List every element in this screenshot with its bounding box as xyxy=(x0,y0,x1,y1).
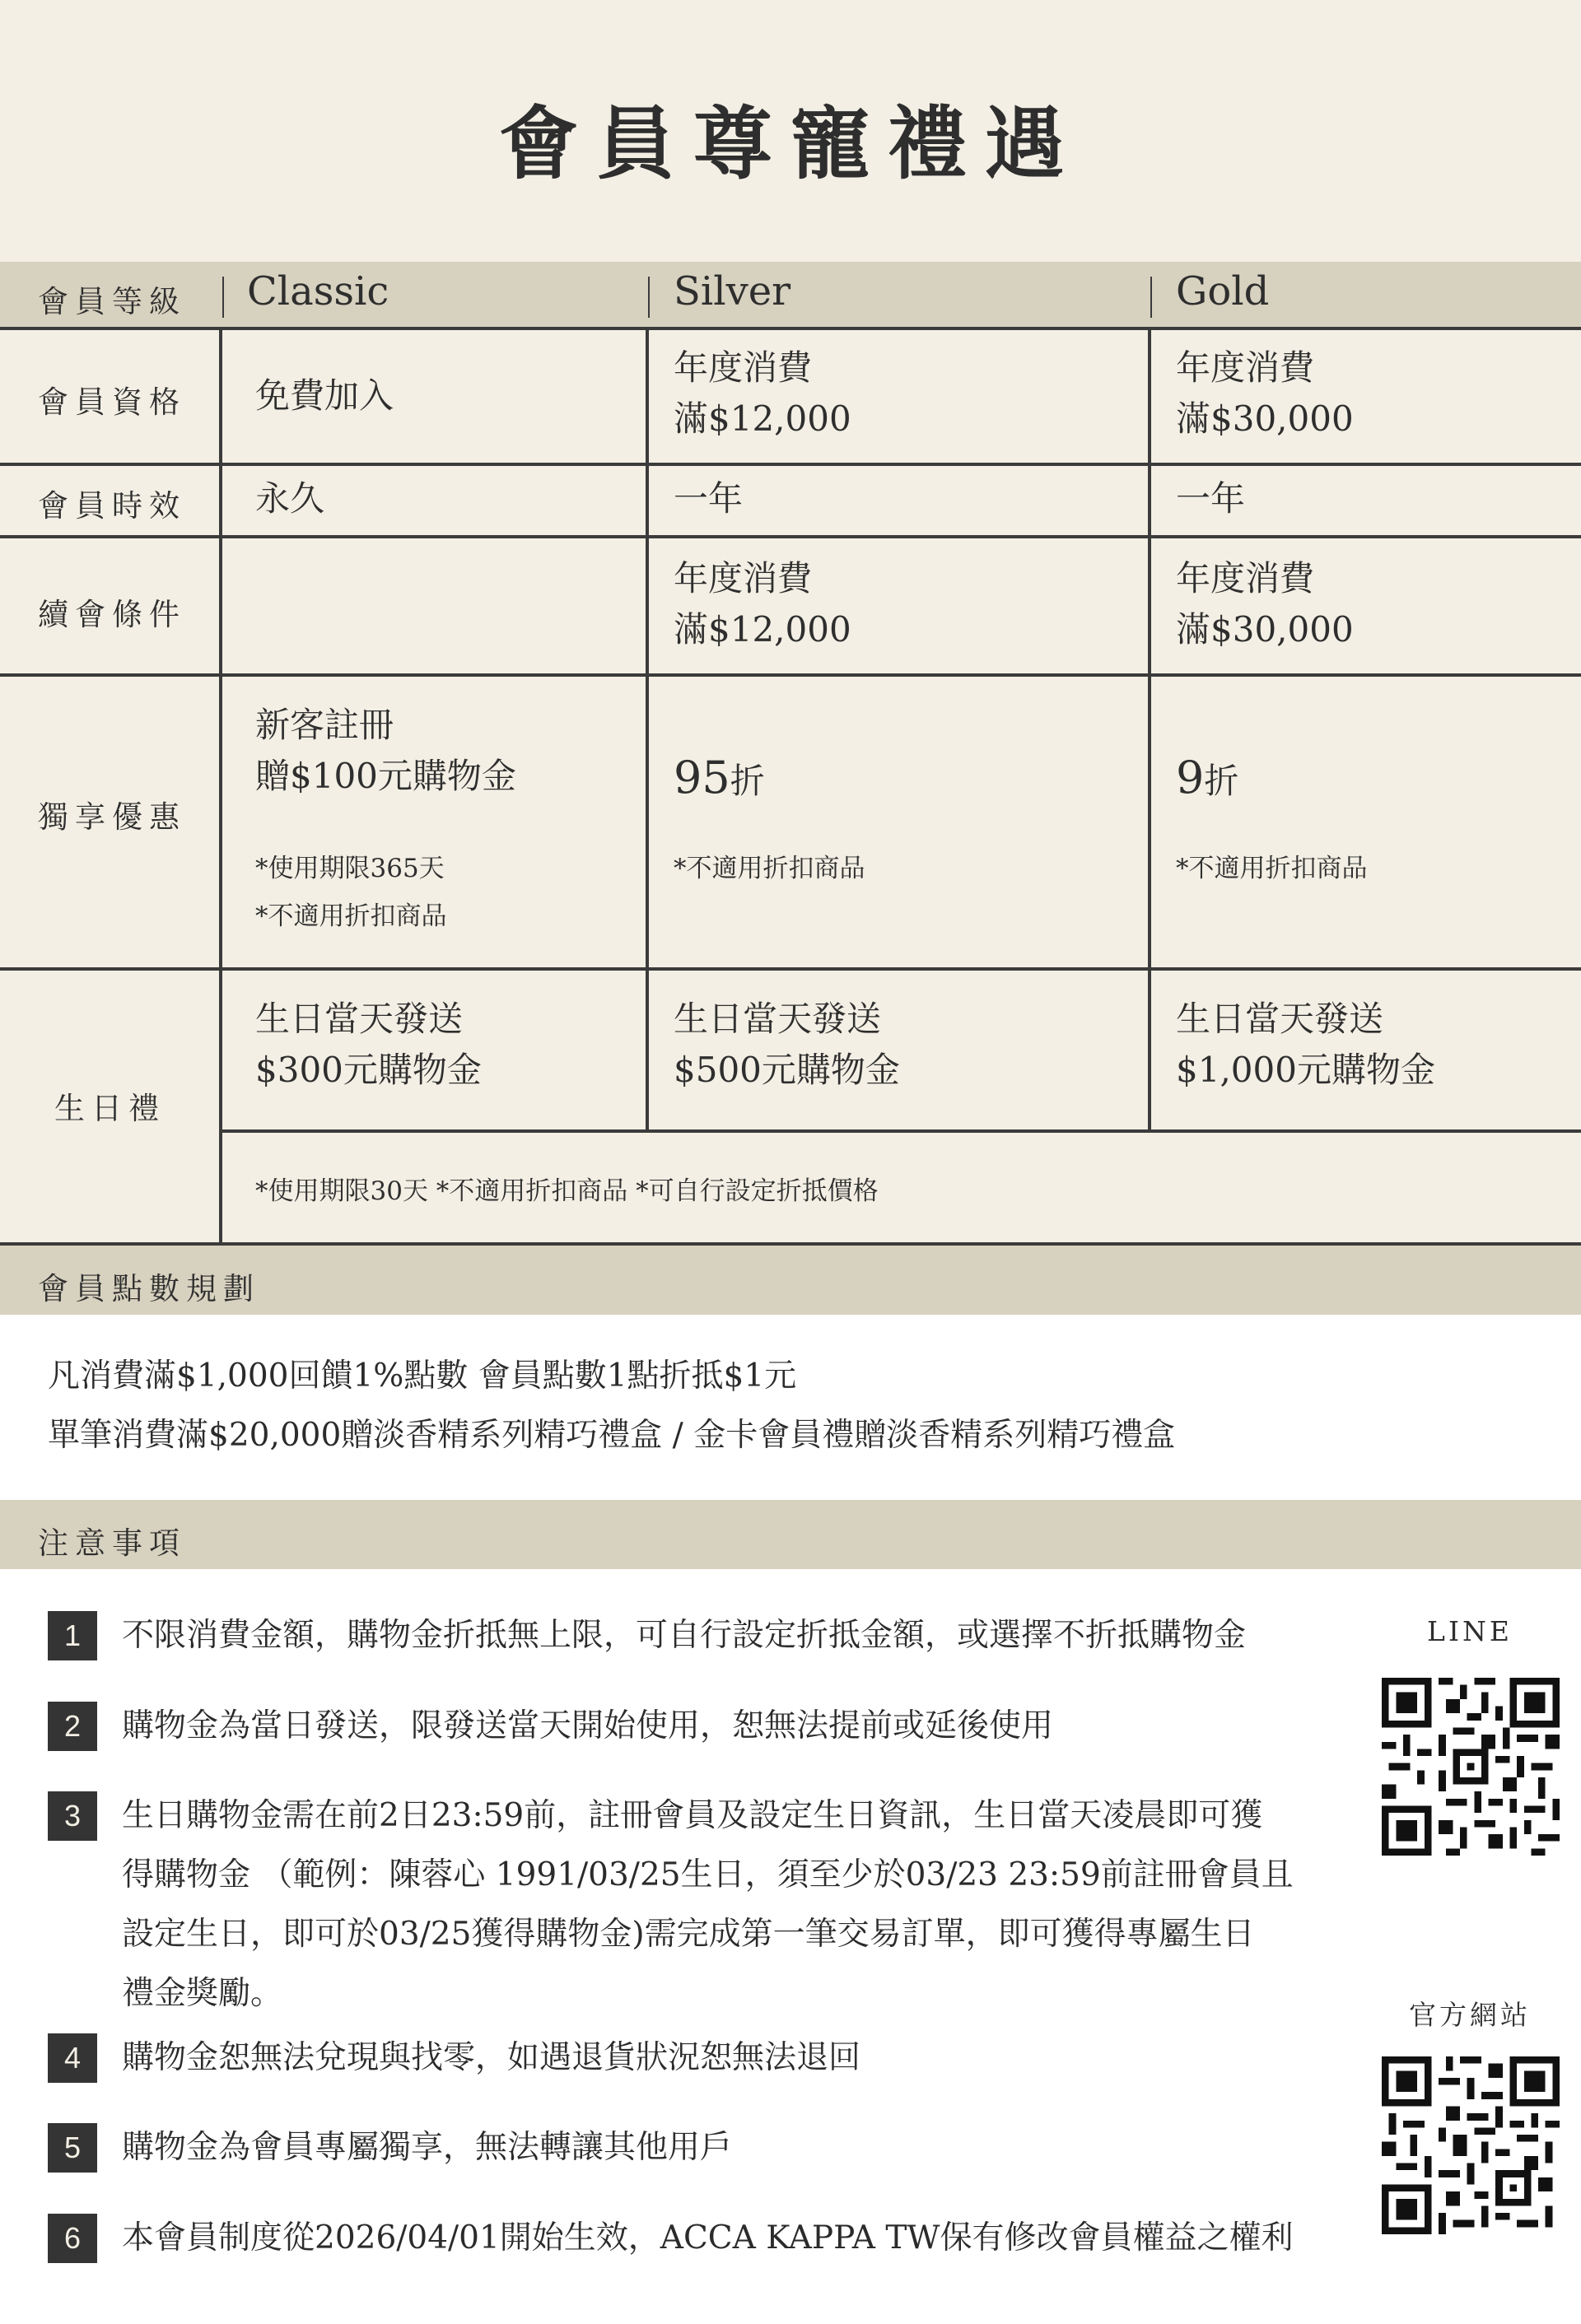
notice-item-4: 購物金恕無法兌現與找零，如遇退貨狀況恕無法退回 xyxy=(122,2039,861,2076)
notice-item-1: 不限消費金額，購物金折抵無上限，可自行設定折抵金額，或選擇不折抵購物金 xyxy=(122,1617,1247,1654)
gold-qualification-1: 年度消費 xyxy=(1176,347,1315,388)
notice-number: 1 xyxy=(48,1611,97,1660)
classic-benefit-1: 新客註冊 xyxy=(255,705,394,745)
table-rule xyxy=(0,967,1581,971)
silver-birthday-1: 生日當天發送 xyxy=(674,999,882,1039)
classic-benefit-note-2: *不適用折扣商品 xyxy=(255,901,447,931)
qr-line-label: LINE xyxy=(1427,1615,1513,1647)
table-rule xyxy=(221,1129,1581,1133)
gold-renewal-1: 年度消費 xyxy=(1176,558,1315,598)
notice-item-6: 本會員制度從2026/04/01開始生效，ACCA KAPPA TW保有修改會員權益之權利 xyxy=(122,2219,1294,2256)
birthday-note: *使用期限30天 *不適用折扣商品 *可自行設定折抵價格 xyxy=(255,1176,879,1206)
row-label-validity: 會員時效 xyxy=(38,488,186,524)
gold-validity: 一年 xyxy=(1176,478,1246,519)
notice-heading: 注意事項 xyxy=(38,1525,186,1561)
line-qr-code[interactable] xyxy=(1382,1678,1560,1856)
notice-number: 4 xyxy=(48,2033,97,2083)
silver-validity: 一年 xyxy=(674,478,744,519)
notice-number: 6 xyxy=(48,2214,97,2263)
tier-silver: Silver xyxy=(674,268,791,314)
notice-item-3-line-1: 生日購物金需在前2日23:59前，註冊會員及設定生日資訊，生日當天凌晨即可獲 xyxy=(122,1797,1263,1834)
tier-header-label: 會員等級 xyxy=(38,284,186,319)
tier-gold: Gold xyxy=(1176,268,1270,314)
table-col-rule xyxy=(646,327,649,1131)
gold-discount-number: 9 xyxy=(1176,752,1205,803)
notice-number: 2 xyxy=(48,1702,97,1751)
table-rule xyxy=(0,463,1581,466)
notice-band xyxy=(0,1500,1581,1569)
notice-item-3-line-2: 得購物金 （範例：陳蓉心 1991/03/25生日，須至少於03/23 23:59前註冊會員且 xyxy=(122,1856,1294,1893)
silver-discount-unit: 折 xyxy=(730,761,765,801)
table-rule xyxy=(0,535,1581,538)
points-line-1: 凡消費滿$1,000回饋1%點數 會員點數1點折抵$1元 xyxy=(48,1358,797,1395)
gold-discount-unit: 折 xyxy=(1204,761,1239,801)
gold-renewal-2: 滿$30,000 xyxy=(1176,609,1354,650)
row-label-qualification: 會員資格 xyxy=(38,384,186,420)
silver-renewal-1: 年度消費 xyxy=(674,558,813,598)
table-col-rule xyxy=(219,327,222,1244)
row-label-birthday: 生日禮 xyxy=(54,1091,166,1126)
header-divider xyxy=(648,277,650,318)
row-label-benefits: 獨享優惠 xyxy=(38,799,186,835)
gold-birthday-2: $1,000元購物金 xyxy=(1176,1050,1435,1090)
gold-benefit-note: *不適用折扣商品 xyxy=(1176,854,1368,883)
qr-site-label: 官方網站 xyxy=(1409,1999,1531,2031)
classic-birthday-1: 生日當天發送 xyxy=(255,999,464,1039)
header-divider xyxy=(1150,277,1152,318)
table-rule xyxy=(0,673,1581,677)
gold-birthday-1: 生日當天發送 xyxy=(1176,999,1384,1039)
silver-birthday-2: $500元購物金 xyxy=(674,1050,900,1090)
silver-discount-number: 95 xyxy=(674,752,730,803)
silver-qualification-2: 滿$12,000 xyxy=(674,398,851,439)
points-line-2: 單筆消費滿$20,000贈淡香精系列精巧禮盒 / 金卡會員禮贈淡香精系列精巧禮盒 xyxy=(48,1417,1176,1454)
header-divider xyxy=(222,277,224,318)
website-qr-code[interactable] xyxy=(1382,2056,1560,2234)
points-heading: 會員點數規劃 xyxy=(38,1271,260,1306)
table-rule xyxy=(0,327,1581,330)
tier-classic: Classic xyxy=(247,268,389,314)
gold-discount xyxy=(1176,752,1238,807)
classic-validity: 永久 xyxy=(255,478,325,519)
silver-qualification-1: 年度消費 xyxy=(674,347,813,388)
silver-discount xyxy=(674,752,765,807)
classic-birthday-2: $300元購物金 xyxy=(255,1050,482,1090)
silver-renewal-2: 滿$12,000 xyxy=(674,609,851,650)
classic-benefit-note-1: *使用期限365天 xyxy=(255,854,445,883)
table-col-rule xyxy=(1148,327,1151,1131)
row-label-renewal: 續會條件 xyxy=(38,597,186,632)
silver-benefit-note: *不適用折扣商品 xyxy=(674,854,865,883)
notice-number: 5 xyxy=(48,2123,97,2173)
notice-item-2: 購物金為當日發送，限發送當天開始使用，恕無法提前或延後使用 xyxy=(122,1707,1054,1744)
classic-qualification: 免費加入 xyxy=(255,375,394,416)
gold-qualification-2: 滿$30,000 xyxy=(1176,398,1354,439)
notice-item-3-line-3: 設定生日，即可於03/25獲得購物金)需完成第一筆交易訂單，即可獲得專屬生日 xyxy=(122,1916,1255,1953)
classic-benefit-2: 贈$100元購物金 xyxy=(255,756,516,796)
page-title: 會員尊寵禮遇 xyxy=(499,97,1082,190)
notice-number: 3 xyxy=(48,1791,97,1841)
notice-item-5: 購物金為會員專屬獨享，無法轉讓其他用戶 xyxy=(122,2129,733,2166)
notice-item-3-line-4: 禮金獎勵。 xyxy=(122,1975,283,2012)
